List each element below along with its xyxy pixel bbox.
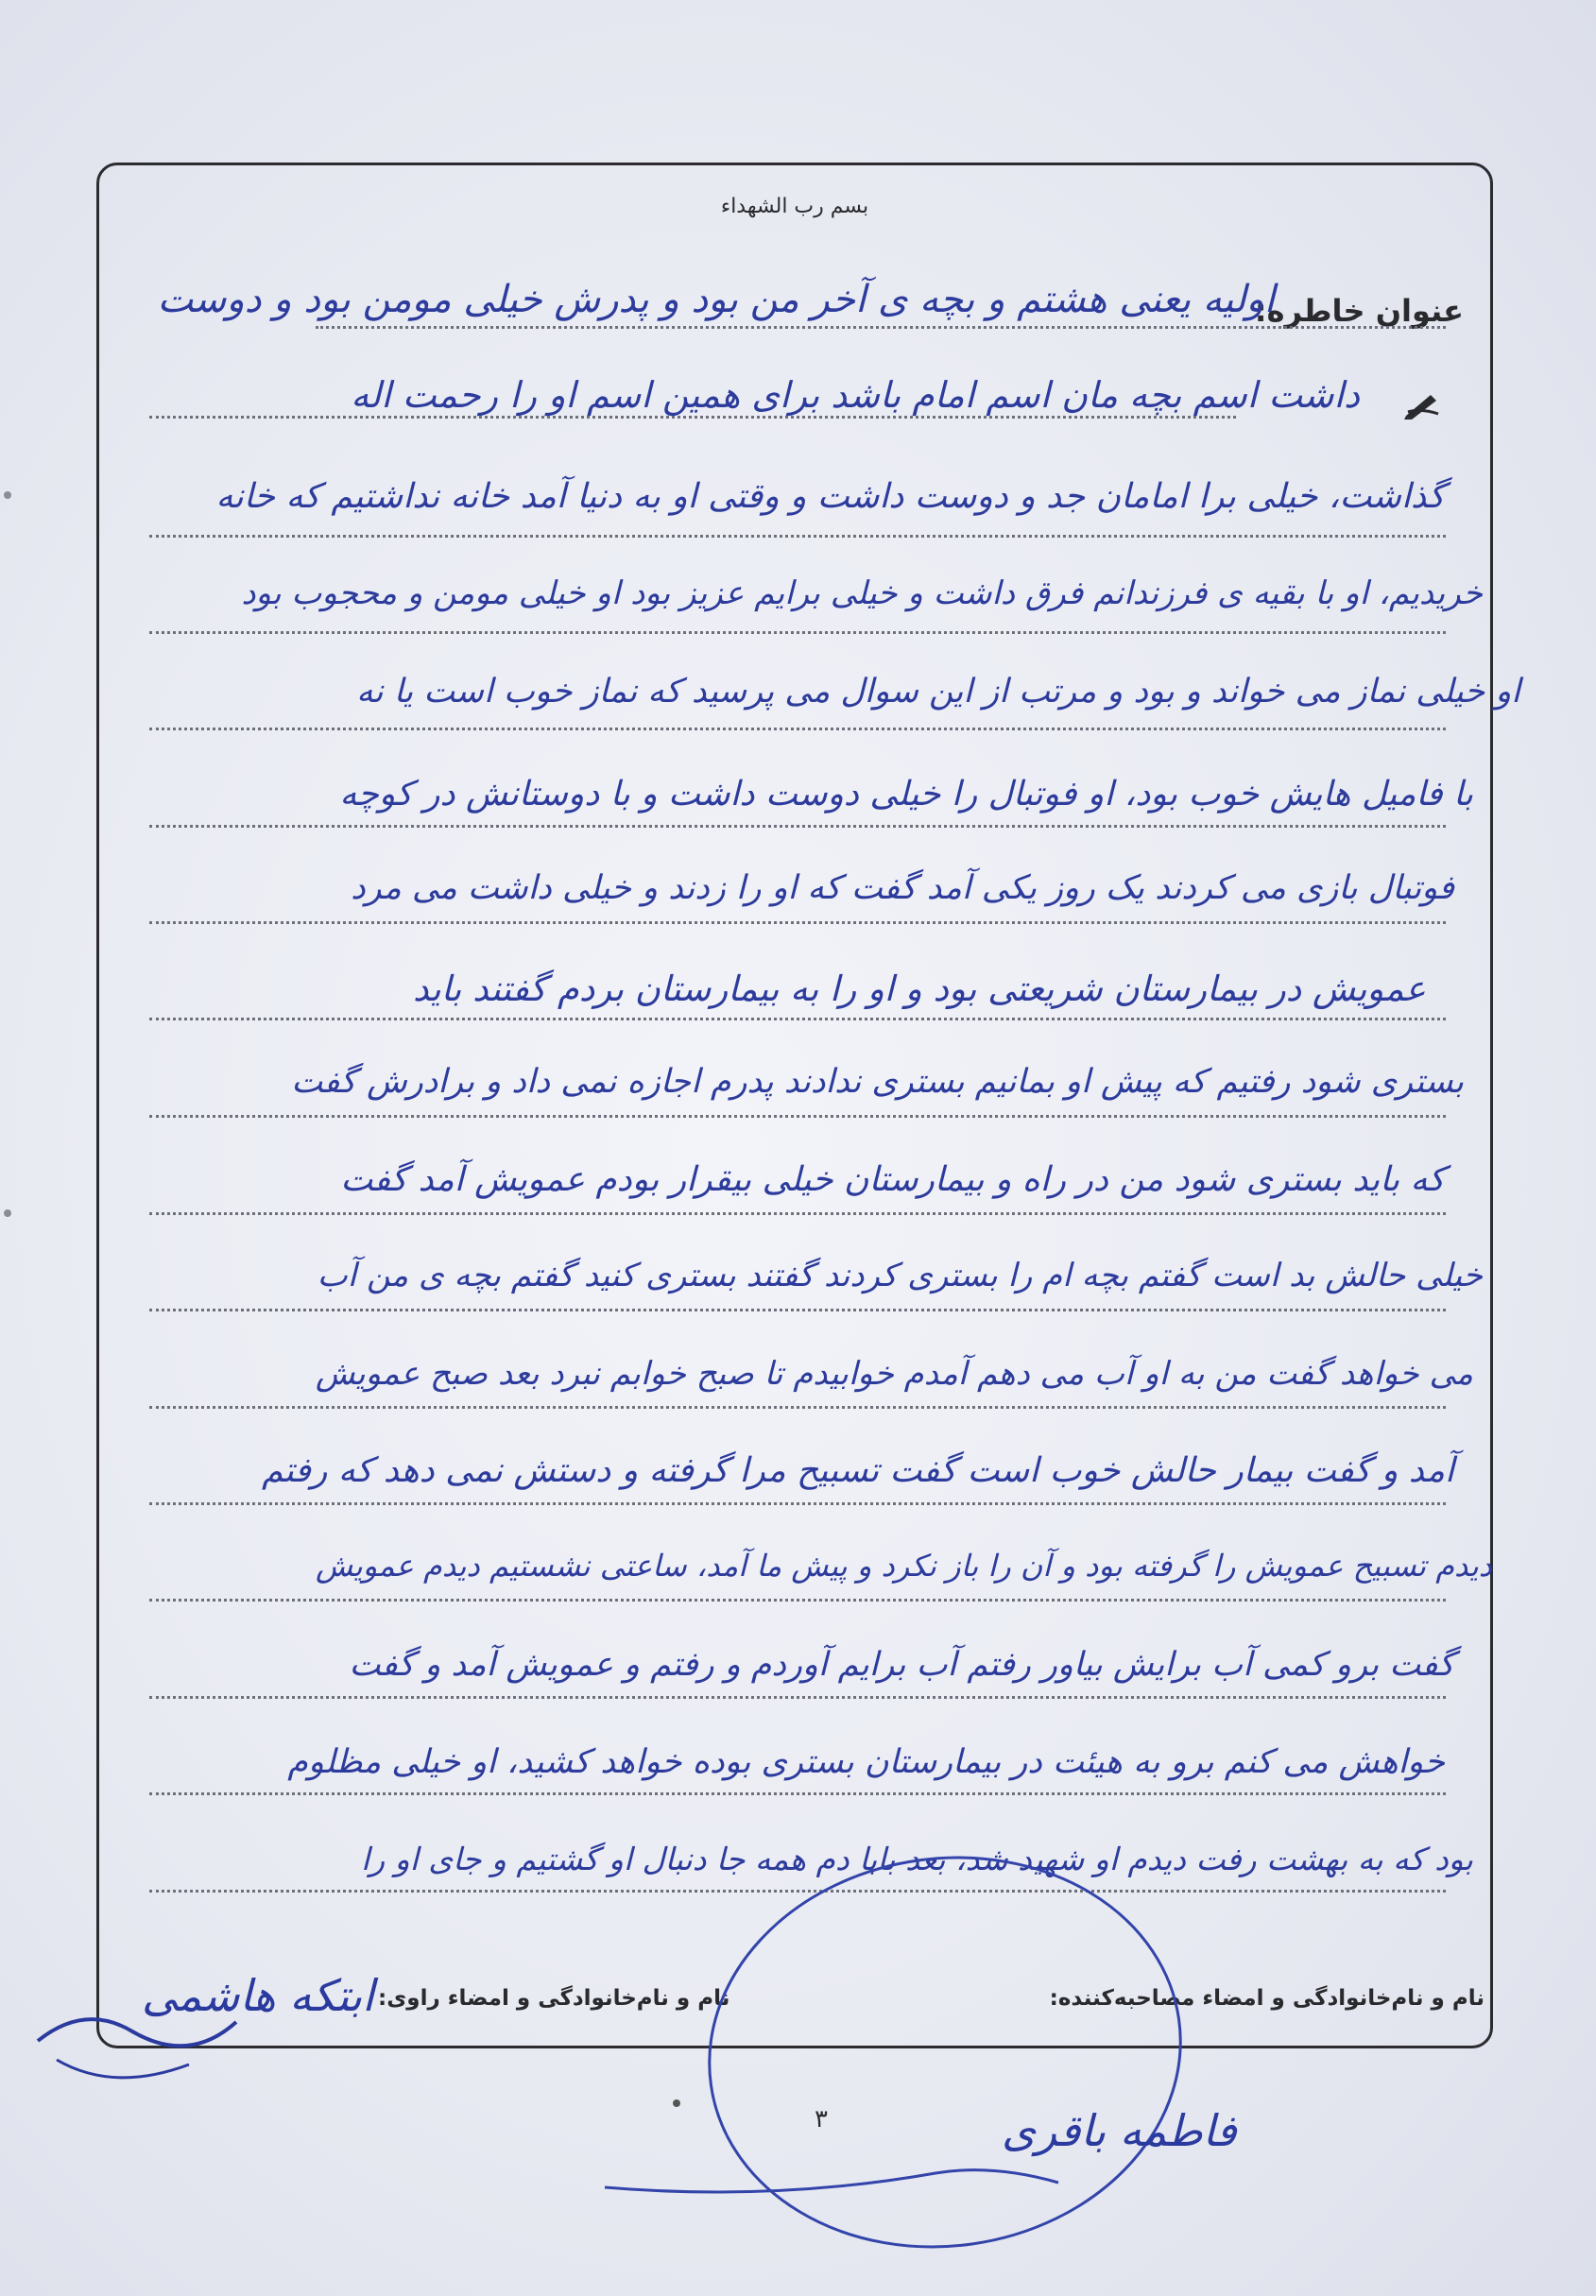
handwritten-line: بستری شود رفتیم که پیش او بمانیم بستری ندادند پدرم اجازه نمی داد و برادرش گفت: [291, 1063, 1464, 1101]
narrator-signature-stroke: [38, 2019, 236, 2046]
handwritten-line: دیدم تسبیح عمویش را گرفته بود و آن را باز نکرد و پیش ما آمد، ساعتی نشستیم دیدم عمویش: [316, 1548, 1492, 1584]
signature-loop: [684, 1827, 1206, 2277]
narrator-signature: ابتکه هاشمی: [142, 1970, 374, 2021]
basmala-text: بسم رب الشهداء: [720, 195, 869, 218]
narrator-signature-stroke: [57, 2060, 189, 2078]
handwritten-line: خواهش می کنم برو به هیئت در بیمارستان بستری بوده خواهد کشید، او خیلی مظلوم: [287, 1743, 1445, 1781]
handwritten-line: گفت برو کمی آب برایش بیاور رفتم آب برایم آوردم و رفتم و عمویش آمد و گفت: [349, 1646, 1454, 1684]
handwritten-line: داشت اسم بچه مان اسم امام باشد برای همین اسم او را رحمت اله: [351, 374, 1360, 416]
interviewer-signature-label: نام و نام‌خانوادگی و امضاء مصاحبه‌کننده:: [1049, 1986, 1484, 2011]
handwritten-line: خریدیم، او با بقیه ی فرزندانم فرق داشت و خیلی برایم عزیز بود او خیلی مومن و محجوب بود: [241, 574, 1483, 612]
interviewer-signature: فاطمه باقری: [1002, 2105, 1237, 2156]
handwritten-line: بود که به بهشت رفت دیدم او شهید شد، بعد بابا دم همه جا دنبال او گشتیم و جای او را: [361, 1841, 1473, 1877]
handwritten-line: می خواهد گفت من به او آب می دهم آمدم خوابیدم تا صبح خوابم نبرد بعد صبح عمویش: [315, 1355, 1473, 1393]
page-number: ۳: [815, 2105, 828, 2133]
handwritten-line: عمویش در بیمارستان شریعتی بود و او را به بیمارستان بردم گفتند باید: [413, 968, 1426, 1009]
handwritten-line: با فامیل هایش خوب بود، او فوتبال را خیلی دوست داشت و با دوستانش در کوچه: [339, 775, 1473, 814]
handwritten-line: آمد و گفت بیمار حالش خوب است گفت تسبیح مرا گرفته و دستش نمی دهد که رفتم: [261, 1451, 1454, 1490]
handwritten-line: خیلی حالش بد است گفتم بچه ام را بستری کردند گفتند بستری کنید گفتم بچه ی من آب: [317, 1257, 1483, 1294]
memory-title-label: عنوان خاطره:: [1254, 293, 1464, 329]
handwritten-line: او خیلی نماز می خواند و بود و مرتب از این سوال می پرسید که نماز خوب است یا نه: [356, 673, 1520, 711]
handwritten-line: فوتبال بازی می کردند یک روز یکی آمد گفت که او را زدند و خیلی داشت می مرد: [351, 869, 1454, 907]
narrator-signature-label: نام و نام‌خانوادگی و امضاء راوی:: [378, 1986, 730, 2011]
handwritten-line: گذاشت، خیلی برا امامان جد و دوست داشت و وقتی او به دنیا آمد خانه نداشتیم که خانه: [215, 477, 1445, 516]
handwritten-line: که باید بستری شود من در راه و بیمارستان خیلی بیقرار بودم عمویش آمد گفت: [340, 1160, 1445, 1199]
handwritten-line: اولیه یعنی هشتم و بچه ی آخر من بود و پدرش خیلی مومن بود و دوست: [157, 278, 1275, 321]
signature-stroke: [605, 2170, 1058, 2192]
